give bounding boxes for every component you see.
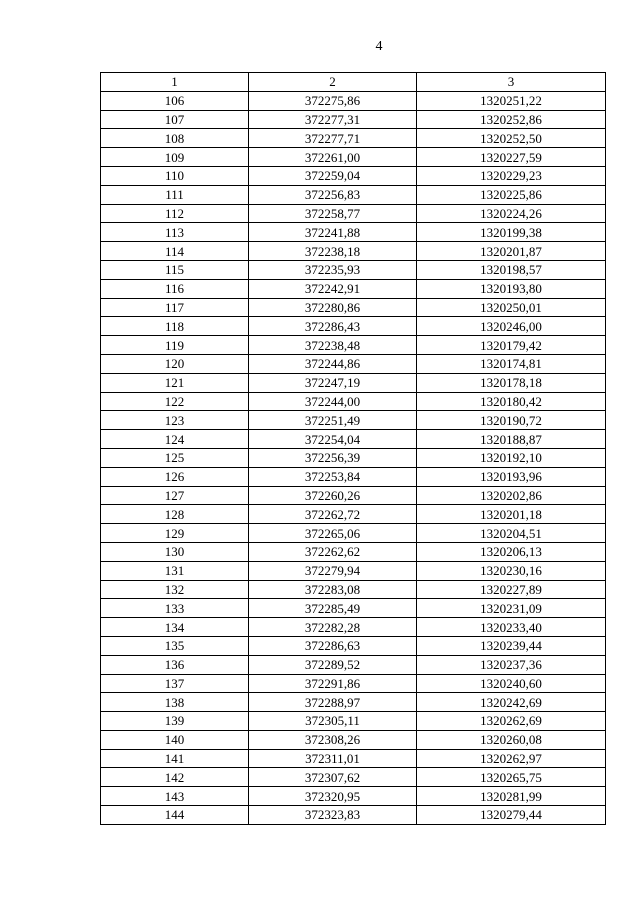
table-cell-col-3: 1320240,60 xyxy=(417,674,606,693)
table-cell-col-3: 1320224,26 xyxy=(417,204,606,223)
table-cell-col-3: 1320179,42 xyxy=(417,336,606,355)
table-cell-col-3: 1320206,13 xyxy=(417,542,606,561)
table-cell-col-3: 1320201,87 xyxy=(417,242,606,261)
table-cell-col-2: 372286,43 xyxy=(249,317,417,336)
table-cell-col-3: 1320199,38 xyxy=(417,223,606,242)
table-cell-col-3: 1320251,22 xyxy=(417,91,606,110)
table-cell-col-1: 109 xyxy=(101,148,249,167)
table-cell-col-1: 119 xyxy=(101,336,249,355)
table-cell-col-1: 141 xyxy=(101,749,249,768)
table-cell-col-1: 114 xyxy=(101,242,249,261)
table-cell-col-3: 1320252,86 xyxy=(417,110,606,129)
table-cell-col-1: 121 xyxy=(101,373,249,392)
table-row xyxy=(101,768,606,787)
table-cell-col-2: 372279,94 xyxy=(249,561,417,580)
table-row xyxy=(101,223,606,242)
table-cell-col-1: 143 xyxy=(101,787,249,806)
table-cell-col-2: 372289,52 xyxy=(249,655,417,674)
table-cell-col-2: 372259,04 xyxy=(249,166,417,185)
table-cell-col-2: 372238,48 xyxy=(249,336,417,355)
page-number: 4 xyxy=(375,39,383,54)
table-row xyxy=(101,448,606,467)
table-cell-col-2: 372262,62 xyxy=(249,542,417,561)
table-cell-col-1: 118 xyxy=(101,317,249,336)
table-cell-col-1: 131 xyxy=(101,561,249,580)
coordinates-table-container xyxy=(100,72,605,825)
table-cell-col-3: 1320250,01 xyxy=(417,298,606,317)
table-cell-col-1: 110 xyxy=(101,166,249,185)
table-cell-col-1: 112 xyxy=(101,204,249,223)
table-cell-col-2: 372253,84 xyxy=(249,467,417,486)
table-cell-col-2: 372262,72 xyxy=(249,505,417,524)
table-row xyxy=(101,524,606,543)
table-cell-col-3: 1320262,69 xyxy=(417,712,606,731)
table-cell-col-3: 1320201,18 xyxy=(417,505,606,524)
table-cell-col-3: 1320188,87 xyxy=(417,430,606,449)
table-cell-col-3: 1320265,75 xyxy=(417,768,606,787)
table-row xyxy=(101,317,606,336)
table-cell-col-2: 372260,26 xyxy=(249,486,417,505)
table-cell-col-1: 144 xyxy=(101,806,249,825)
table-cell-col-1: 138 xyxy=(101,693,249,712)
table-cell-col-2: 372256,83 xyxy=(249,185,417,204)
table-cell-col-3: 1320260,08 xyxy=(417,730,606,749)
table-cell-col-2: 372277,71 xyxy=(249,129,417,148)
table-body xyxy=(101,91,606,824)
table-cell-col-2: 372280,86 xyxy=(249,298,417,317)
table-cell-col-1: 128 xyxy=(101,505,249,524)
table-row xyxy=(101,580,606,599)
table-cell-col-2: 372277,31 xyxy=(249,110,417,129)
table-cell-col-1: 137 xyxy=(101,674,249,693)
table-row xyxy=(101,467,606,486)
table-cell-col-3: 1320262,97 xyxy=(417,749,606,768)
table-cell-col-1: 135 xyxy=(101,636,249,655)
table-cell-col-3: 1320246,00 xyxy=(417,317,606,336)
table-cell-col-2: 372286,63 xyxy=(249,636,417,655)
table-cell-col-1: 134 xyxy=(101,618,249,637)
table-row xyxy=(101,91,606,110)
table-cell-col-2: 372291,86 xyxy=(249,674,417,693)
table-row xyxy=(101,561,606,580)
table-cell-col-1: 130 xyxy=(101,542,249,561)
table-row xyxy=(101,749,606,768)
table-row xyxy=(101,730,606,749)
table-cell-col-3: 1320252,50 xyxy=(417,129,606,148)
table-row xyxy=(101,260,606,279)
table-row xyxy=(101,354,606,373)
table-cell-col-2: 372285,49 xyxy=(249,599,417,618)
table-cell-col-3: 1320239,44 xyxy=(417,636,606,655)
table-row xyxy=(101,712,606,731)
table-cell-col-3: 1320192,10 xyxy=(417,448,606,467)
table-cell-col-2: 372323,83 xyxy=(249,806,417,825)
table-cell-col-3: 1320233,40 xyxy=(417,618,606,637)
table-cell-col-2: 372247,19 xyxy=(249,373,417,392)
table-cell-col-1: 140 xyxy=(101,730,249,749)
table-cell-col-1: 132 xyxy=(101,580,249,599)
table-row xyxy=(101,166,606,185)
table-row xyxy=(101,185,606,204)
table-row xyxy=(101,336,606,355)
table-cell-col-2: 372258,77 xyxy=(249,204,417,223)
table-cell-col-2: 372251,49 xyxy=(249,411,417,430)
table-row xyxy=(101,204,606,223)
table-cell-col-2: 372288,97 xyxy=(249,693,417,712)
table-row xyxy=(101,674,606,693)
table-cell-col-1: 107 xyxy=(101,110,249,129)
table-cell-col-1: 124 xyxy=(101,430,249,449)
table-cell-col-1: 108 xyxy=(101,129,249,148)
table-cell-col-3: 1320225,86 xyxy=(417,185,606,204)
column-header-2: 2 xyxy=(249,73,417,92)
table-row xyxy=(101,148,606,167)
column-header-3: 3 xyxy=(417,73,606,92)
table-cell-col-1: 139 xyxy=(101,712,249,731)
table-cell-col-2: 372307,62 xyxy=(249,768,417,787)
table-cell-col-2: 372238,18 xyxy=(249,242,417,261)
table-cell-col-3: 1320281,99 xyxy=(417,787,606,806)
table-cell-col-1: 106 xyxy=(101,91,249,110)
table-row xyxy=(101,787,606,806)
table-cell-col-3: 1320190,72 xyxy=(417,411,606,430)
table-cell-col-1: 142 xyxy=(101,768,249,787)
table-cell-col-3: 1320227,89 xyxy=(417,580,606,599)
table-cell-col-3: 1320279,44 xyxy=(417,806,606,825)
table-cell-col-2: 372282,28 xyxy=(249,618,417,637)
table-cell-col-2: 372311,01 xyxy=(249,749,417,768)
table-cell-col-1: 126 xyxy=(101,467,249,486)
table-cell-col-2: 372256,39 xyxy=(249,448,417,467)
table-cell-col-2: 372235,93 xyxy=(249,260,417,279)
table-row xyxy=(101,392,606,411)
table-cell-col-1: 125 xyxy=(101,448,249,467)
table-cell-col-3: 1320230,16 xyxy=(417,561,606,580)
table-cell-col-1: 136 xyxy=(101,655,249,674)
table-cell-col-3: 1320193,96 xyxy=(417,467,606,486)
table-cell-col-2: 372265,06 xyxy=(249,524,417,543)
table-row xyxy=(101,411,606,430)
table-cell-col-2: 372254,04 xyxy=(249,430,417,449)
table-row xyxy=(101,486,606,505)
table-cell-col-2: 372261,00 xyxy=(249,148,417,167)
table-cell-col-3: 1320242,69 xyxy=(417,693,606,712)
table-cell-col-2: 372305,11 xyxy=(249,712,417,731)
table-row xyxy=(101,636,606,655)
header-row xyxy=(101,73,606,92)
table-row xyxy=(101,693,606,712)
table-row xyxy=(101,618,606,637)
table-row xyxy=(101,505,606,524)
table-cell-col-3: 1320202,86 xyxy=(417,486,606,505)
table-cell-col-3: 1320198,57 xyxy=(417,260,606,279)
table-row xyxy=(101,806,606,825)
table-row xyxy=(101,373,606,392)
table-cell-col-3: 1320227,59 xyxy=(417,148,606,167)
table-cell-col-1: 120 xyxy=(101,354,249,373)
table-cell-col-1: 113 xyxy=(101,223,249,242)
table-cell-col-3: 1320231,09 xyxy=(417,599,606,618)
table-cell-col-1: 133 xyxy=(101,599,249,618)
table-cell-col-2: 372244,00 xyxy=(249,392,417,411)
table-header xyxy=(101,73,606,92)
table-cell-col-3: 1320193,80 xyxy=(417,279,606,298)
column-header-1: 1 xyxy=(101,73,249,92)
table-cell-col-1: 117 xyxy=(101,298,249,317)
table-row xyxy=(101,110,606,129)
table-cell-col-2: 372242,91 xyxy=(249,279,417,298)
table-cell-col-1: 111 xyxy=(101,185,249,204)
table-row xyxy=(101,129,606,148)
table-cell-col-2: 372275,86 xyxy=(249,91,417,110)
table-cell-col-1: 127 xyxy=(101,486,249,505)
table-cell-col-1: 122 xyxy=(101,392,249,411)
coordinates-table xyxy=(100,72,606,825)
table-row xyxy=(101,430,606,449)
table-cell-col-1: 123 xyxy=(101,411,249,430)
table-cell-col-3: 1320237,36 xyxy=(417,655,606,674)
table-cell-col-1: 115 xyxy=(101,260,249,279)
table-cell-col-2: 372283,08 xyxy=(249,580,417,599)
table-cell-col-3: 1320178,18 xyxy=(417,373,606,392)
table-row xyxy=(101,599,606,618)
table-cell-col-2: 372308,26 xyxy=(249,730,417,749)
table-cell-col-1: 129 xyxy=(101,524,249,543)
table-cell-col-3: 1320180,42 xyxy=(417,392,606,411)
table-cell-col-2: 372241,88 xyxy=(249,223,417,242)
table-cell-col-2: 372320,95 xyxy=(249,787,417,806)
table-row xyxy=(101,279,606,298)
table-row xyxy=(101,242,606,261)
table-cell-col-3: 1320174,81 xyxy=(417,354,606,373)
table-row xyxy=(101,542,606,561)
table-row xyxy=(101,655,606,674)
table-cell-col-1: 116 xyxy=(101,279,249,298)
table-cell-col-3: 1320204,51 xyxy=(417,524,606,543)
table-cell-col-2: 372244,86 xyxy=(249,354,417,373)
table-cell-col-3: 1320229,23 xyxy=(417,166,606,185)
table-row xyxy=(101,298,606,317)
